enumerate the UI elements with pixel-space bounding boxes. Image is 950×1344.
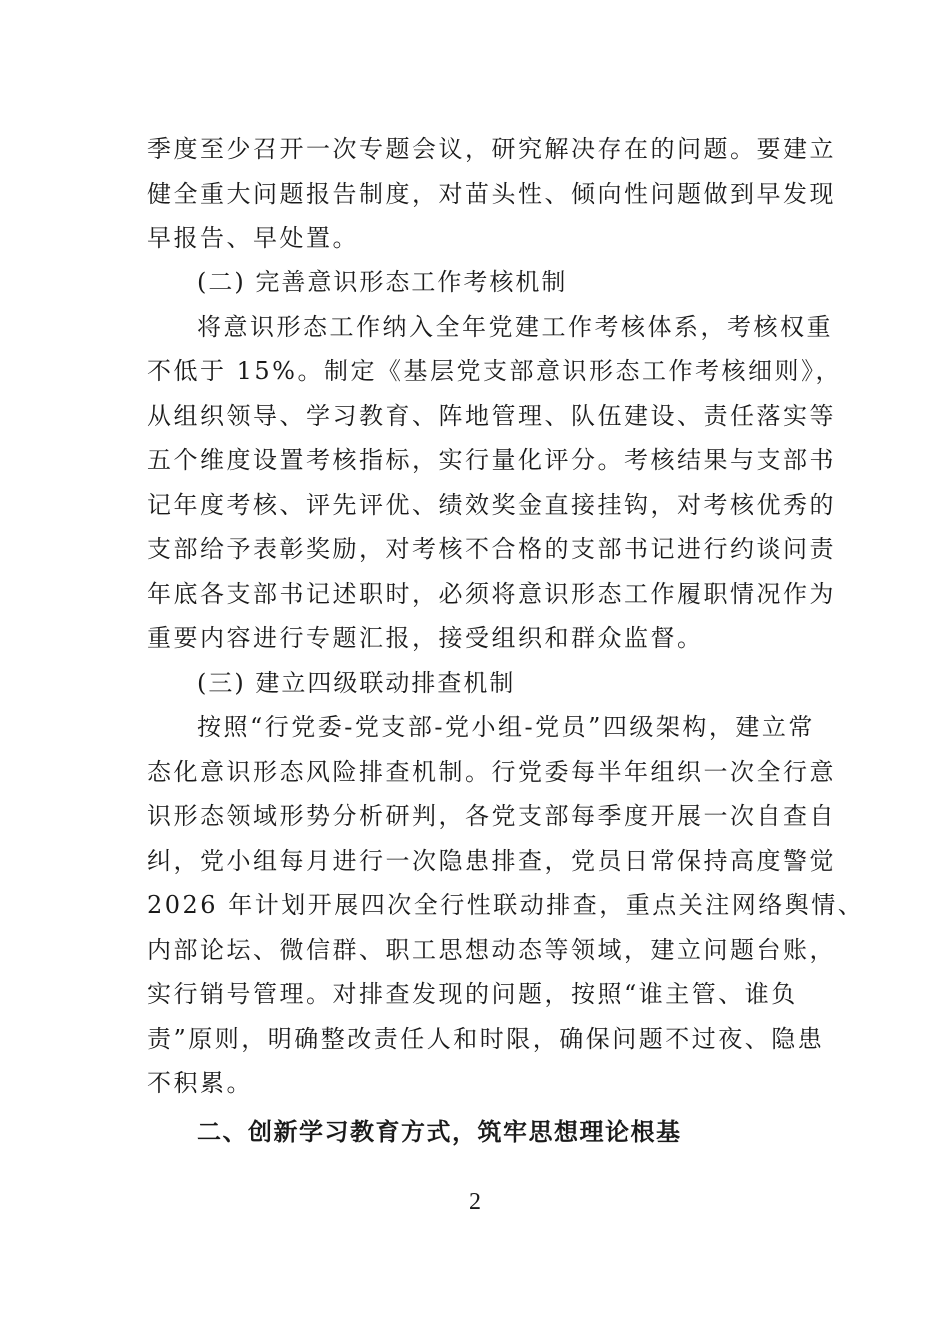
- paragraph-line: 不低于 15%。制定《基层党支部意识形态工作考核细则》，: [147, 357, 842, 385]
- paragraph-line: 支部给予表彰奖励，对考核不合格的支部书记进行约谈问责: [147, 535, 836, 563]
- subheading-four-level-screening: (三) 建立四级联动排查机制: [197, 669, 516, 697]
- paragraph-line: 重要内容进行专题汇报，接受组织和群众监督。: [147, 624, 704, 652]
- subheading-assessment-mechanism: (二) 完善意识形态工作考核机制: [197, 268, 568, 296]
- paragraph-line: 将意识形态工作纳入全年党建工作考核体系，考核权重: [197, 313, 833, 341]
- paragraph-line: 季度至少召开一次专题会议，研究解决存在的问题。要建立: [147, 135, 836, 163]
- paragraph-line: 记年度考核、评先评优、绩效奖金直接挂钩，对考核优秀的: [147, 491, 836, 519]
- paragraph-line: 五个维度设置考核指标，实行量化评分。考核结果与支部书: [147, 446, 836, 474]
- paragraph-line: 纠，党小组每月进行一次隐患排查，党员日常保持高度警觉: [147, 847, 836, 875]
- paragraph-line: 态化意识形态风险排查机制。行党委每半年组织一次全行意: [147, 758, 836, 786]
- paragraph-line: 早报告、早处置。: [147, 224, 359, 252]
- page-number: 2: [469, 1189, 481, 1215]
- paragraph-line: 识形态领域形势分析研判，各党支部每季度开展一次自查自: [147, 802, 836, 830]
- section-heading: 二、创新学习教育方式，筑牢思想理论根基: [197, 1118, 682, 1146]
- paragraph-line: 从组织领导、学习教育、阵地管理、队伍建设、责任落实等: [147, 402, 836, 430]
- paragraph-line: 内部论坛、微信群、职工思想动态等领域，建立问题台账，: [147, 936, 836, 964]
- paragraph-line: 健全重大问题报告制度，对苗头性、倾向性问题做到早发现: [147, 180, 836, 208]
- paragraph-line: 年底各支部书记述职时，必须将意识形态工作履职情况作为: [147, 580, 836, 608]
- paragraph-line: 按照“行党委-党支部-党小组-党员”四级架构，建立常: [197, 713, 815, 741]
- paragraph-line: 实行销号管理。对排查发现的问题，按照“谁主管、谁负: [147, 980, 798, 1008]
- paragraph-line: 责”原则，明确整改责任人和时限，确保问题不过夜、隐患: [147, 1025, 825, 1053]
- paragraph-line: 2026 年计划开展四次全行性联动排查，重点关注网络舆情、: [147, 891, 865, 919]
- paragraph-line: 不积累。: [147, 1069, 253, 1097]
